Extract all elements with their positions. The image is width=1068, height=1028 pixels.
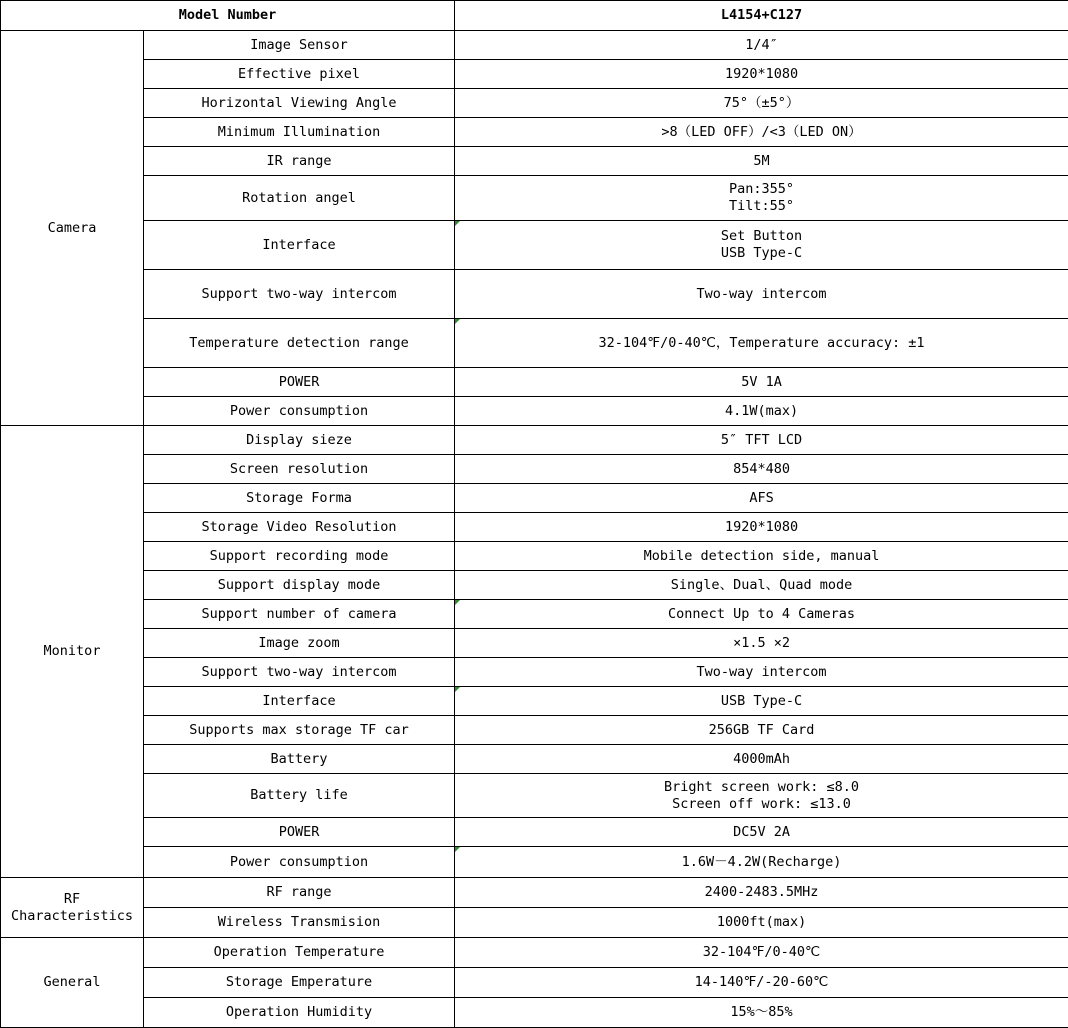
table-row — [1, 426, 1068, 455]
table-row — [1, 397, 1068, 426]
table-row — [1, 455, 1068, 484]
section-rf-characteristics: RF Characteristics — [1, 878, 144, 938]
spec-value: 32-104℉/0-40℃，Temperature accuracy: ±1 — [455, 319, 1068, 368]
table-row — [1, 716, 1068, 745]
table-row — [1, 60, 1068, 89]
spec-value: 1920*1080 — [455, 60, 1068, 89]
spec-label: Storage Forma — [144, 484, 455, 513]
spec-value: 32-104℉/0-40℃ — [455, 938, 1068, 968]
spec-label: Screen resolution — [144, 455, 455, 484]
spec-value: USB Type-C — [455, 687, 1068, 716]
spec-label: Operation Temperature — [144, 938, 455, 968]
spec-label: Interface — [144, 687, 455, 716]
spec-label: Interface — [144, 221, 455, 270]
table-row — [1, 938, 1068, 968]
spec-value: >8（LED OFF）/<3（LED ON） — [455, 118, 1068, 147]
spec-label: Power consumption — [144, 847, 455, 878]
cell-marker-icon — [455, 319, 460, 324]
spec-label: Effective pixel — [144, 60, 455, 89]
table-row — [1, 629, 1068, 658]
table-row — [1, 745, 1068, 774]
spec-label: Battery — [144, 745, 455, 774]
table-row — [1, 118, 1068, 147]
spec-value: DC5V 2A — [455, 818, 1068, 847]
model-number-label: Model Number — [1, 1, 455, 31]
spec-value: Two-way intercom — [455, 270, 1068, 319]
table-row — [1, 542, 1068, 571]
table-row — [1, 774, 1068, 818]
spec-label: Support number of camera — [144, 600, 455, 629]
spec-label: Power consumption — [144, 397, 455, 426]
header-row — [1, 1, 1068, 31]
section-monitor: Monitor — [1, 426, 144, 878]
spec-value: Bright screen work: ≤8.0 Screen off work: ≤13.0 — [455, 774, 1068, 818]
spec-label: Temperature detection range — [144, 319, 455, 368]
spec-label: RF range — [144, 878, 455, 908]
spec-value: 256GB TF Card — [455, 716, 1068, 745]
spec-value: 1.6W－4.2W(Recharge) — [455, 847, 1068, 878]
spec-value: 5″ TFT LCD — [455, 426, 1068, 455]
model-number-value: L4154+C127 — [455, 1, 1068, 31]
spec-label: Storage Emperature — [144, 968, 455, 998]
spec-value: Set Button USB Type-C — [455, 221, 1068, 270]
table-row — [1, 513, 1068, 542]
section-camera: Camera — [1, 31, 144, 426]
spec-value: 5V 1A — [455, 368, 1068, 397]
spec-label: Battery life — [144, 774, 455, 818]
table-row — [1, 89, 1068, 118]
spec-label: POWER — [144, 368, 455, 397]
spec-value: AFS — [455, 484, 1068, 513]
section-general: General — [1, 938, 144, 1028]
table-row — [1, 908, 1068, 938]
spec-label: Support recording mode — [144, 542, 455, 571]
spec-value: 4.1W(max) — [455, 397, 1068, 426]
spec-label: Rotation angel — [144, 176, 455, 221]
table-row — [1, 998, 1068, 1028]
spec-label: Minimum Illumination — [144, 118, 455, 147]
table-row — [1, 221, 1068, 270]
spec-value: 1920*1080 — [455, 513, 1068, 542]
spec-label: Support two-way intercom — [144, 270, 455, 319]
table-row — [1, 484, 1068, 513]
spec-value: Connect Up to 4 Cameras — [455, 600, 1068, 629]
spec-value: Single、Dual、Quad mode — [455, 571, 1068, 600]
spec-value: 2400-2483.5MHz — [455, 878, 1068, 908]
spec-value: 75°（±5°） — [455, 89, 1068, 118]
table-row — [1, 31, 1068, 60]
table-row — [1, 968, 1068, 998]
spec-label: Horizontal Viewing Angle — [144, 89, 455, 118]
table-row — [1, 818, 1068, 847]
table-row — [1, 571, 1068, 600]
spec-value: 1/4″ — [455, 31, 1068, 60]
spec-value: 854*480 — [455, 455, 1068, 484]
table-row — [1, 847, 1068, 878]
table-row — [1, 270, 1068, 319]
table-row — [1, 658, 1068, 687]
spec-label: Image Sensor — [144, 31, 455, 60]
table-row — [1, 368, 1068, 397]
table-row — [1, 878, 1068, 908]
table-row — [1, 319, 1068, 368]
cell-marker-icon — [455, 687, 460, 692]
spec-label: Wireless Transmision — [144, 908, 455, 938]
spec-label: Support display mode — [144, 571, 455, 600]
spec-label: Operation Humidity — [144, 998, 455, 1028]
spec-value: 5M — [455, 147, 1068, 176]
spec-value: ×1.5 ×2 — [455, 629, 1068, 658]
table-row — [1, 687, 1068, 716]
cell-marker-icon — [455, 600, 460, 605]
spec-value: 14-140℉/-20-60℃ — [455, 968, 1068, 998]
spec-value: 15%～85% — [455, 998, 1068, 1028]
spec-label: IR range — [144, 147, 455, 176]
spec-label: Image zoom — [144, 629, 455, 658]
spec-label: Support two-way intercom — [144, 658, 455, 687]
spec-value: Two-way intercom — [455, 658, 1068, 687]
cell-marker-icon — [455, 221, 460, 226]
spec-value: Mobile detection side, manual — [455, 542, 1068, 571]
cell-marker-icon — [455, 847, 460, 852]
spec-value: 1000ft(max) — [455, 908, 1068, 938]
spec-label: Storage Video Resolution — [144, 513, 455, 542]
table-row — [1, 176, 1068, 221]
table-row — [1, 600, 1068, 629]
spec-label: Display sieze — [144, 426, 455, 455]
table-row — [1, 147, 1068, 176]
spec-label: POWER — [144, 818, 455, 847]
spec-label: Supports max storage TF car — [144, 716, 455, 745]
spec-value: Pan:355° Tilt:55° — [455, 176, 1068, 221]
spec-value: 4000mAh — [455, 745, 1068, 774]
